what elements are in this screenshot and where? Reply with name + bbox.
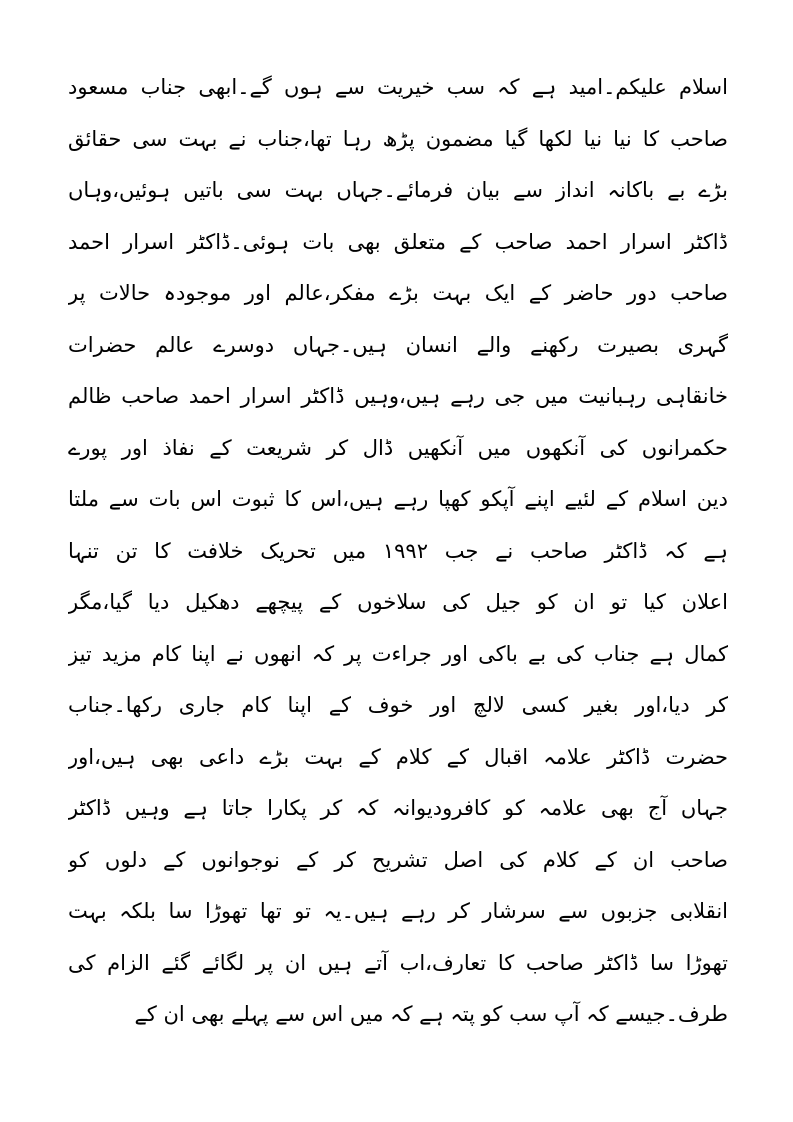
text-line: خانقاہی رہبانیت میں جی رہے ہیں،وہیں ڈاکٹر اسرار احمد صاحب ظالم: [68, 384, 728, 408]
text-line: اعلان کیا تو ان کو جیل کی سلاخوں کے پیچھے دھکیل دیا گیا،مگر: [68, 590, 728, 614]
text-line: اسلام علیکم۔امید ہے کہ سب خیریت سے ہوں گے۔ابھی جناب مسعود: [68, 75, 728, 99]
text-line: ہے کہ ڈاکٹر صاحب نے جب ۱۹۹۲ میں تحریک خلافت کا تن تنہا: [68, 538, 728, 563]
text-line: کمال ہے جناب کی بے باکی اور جراءت پر کہ انھوں نے اپنا کام مزید تیز: [68, 641, 728, 666]
urdu-text-body: [68, 62, 728, 1041]
text-line: طرف۔جیسے کہ آپ سب کو پتہ ہے کہ میں اس سے پہلے بھی ان کے: [134, 1002, 728, 1026]
text-line: صاحب دور حاضر کے ایک بہت بڑے مفکر،عالم اور موجودہ حالات پر: [68, 281, 728, 305]
text-line: انقلابی جزبوں سے سرشار کر رہے ہیں۔یہ تو تھا تھوڑا سا بلکہ بہت: [68, 899, 728, 923]
text-line: دین اسلام کے لئیے اپنے آپکو کھپا رہے ہیں،اس کا ثبوت اس بات سے ملتا: [68, 487, 728, 511]
text-line: ڈاکٹر اسرار احمد صاحب کے متعلق بھی بات ہوئی۔ڈاکٹر اسرار احمد: [68, 229, 728, 254]
text-line: بڑے بے باکانہ انداز سے بیان فرمائے۔جہاں بہت سی باتیں ہوئیں،وہاں: [68, 178, 728, 202]
text-line: تھوڑا سا ڈاکٹر صاحب کا تعارف،اب آتے ہیں ان پر لگائے گئے الزام کی: [68, 950, 728, 975]
text-line: حضرت ڈاکٹر علامہ اقبال کے کلام کے بہت بڑے داعی بھی ہیں،اور: [68, 744, 728, 769]
text-line: صاحب ان کے کلام کی اصل تشریح کر کے نوجوانوں کے دلوں کو: [68, 847, 728, 872]
text-line: جہاں آج بھی علامہ کو کافرودیوانہ کہ کر پکارا جاتا ہے وہیں ڈاکٹر: [68, 796, 728, 820]
text-line: حکمرانوں کی آنکھوں میں آنکھیں ڈال کر شریعت کے نفاذ اور پورے: [68, 435, 728, 460]
text-line: کر دیا،اور بغیر کسی لالچ اور خوف کے اپنا کام جاری رکھا۔جناب: [68, 693, 728, 717]
text-line: صاحب کا نیا نیا لکھا گیا مضمون پڑھ رہا تھا،جناب نے بہت سی حقائق: [68, 126, 728, 151]
text-line: گہری بصیرت رکھنے والے انسان ہیں۔جہاں دوسرے عالم حضرات: [68, 332, 728, 357]
